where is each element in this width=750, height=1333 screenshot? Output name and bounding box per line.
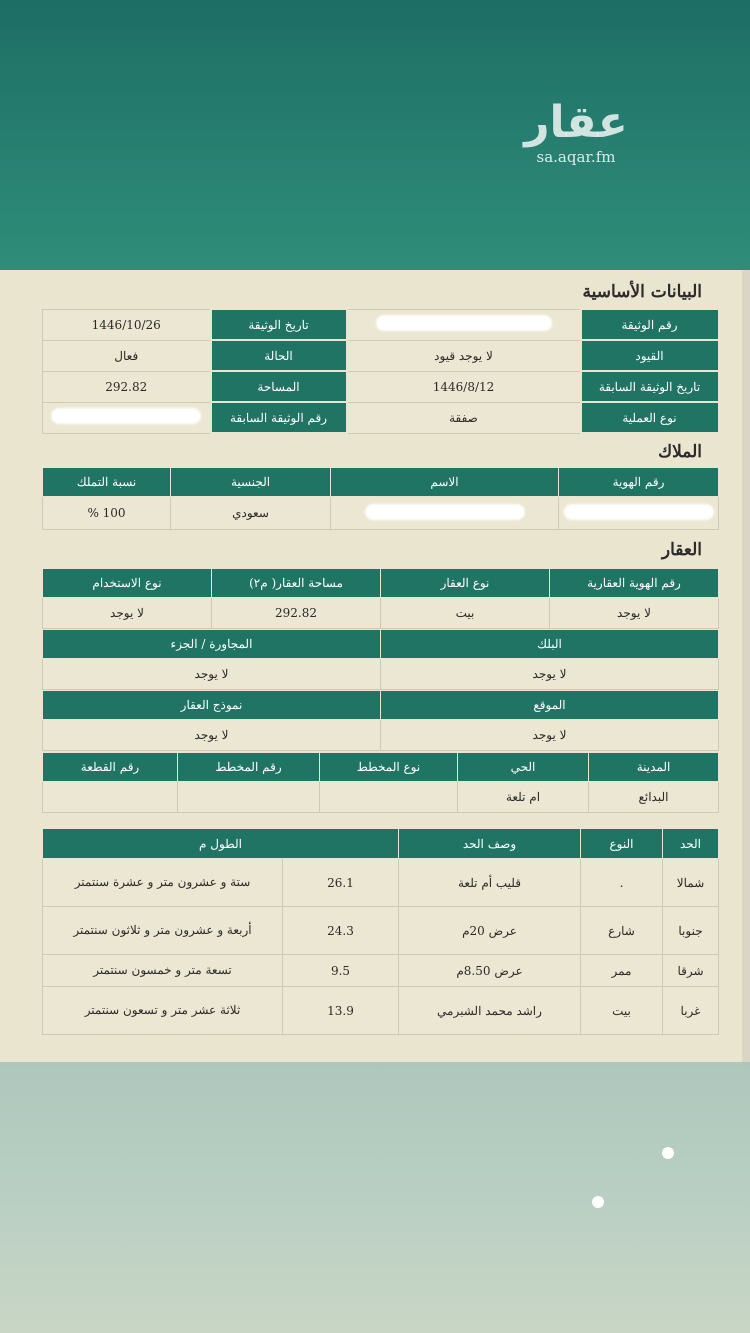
table-row — [43, 782, 719, 813]
table-header-row — [43, 569, 719, 598]
table-row — [43, 309, 719, 340]
value-doc-date: 1446/10/26 — [43, 309, 211, 340]
city-value: البدائع — [589, 782, 719, 813]
header-id: رقم الهوية — [559, 468, 719, 497]
header-nationality: الجنسية — [171, 468, 331, 497]
plan-number-value — [178, 782, 320, 813]
table-header-row — [43, 829, 719, 859]
table-row — [43, 987, 719, 1035]
border-description: عرض 8.50م — [399, 955, 581, 987]
table-row — [43, 907, 719, 955]
redaction-mark — [51, 408, 201, 424]
table-row — [43, 955, 719, 987]
property-type: بيت — [381, 598, 550, 629]
block-value: لا يوجد — [381, 659, 719, 690]
value-prev-doc-date: 1446/8/12 — [347, 371, 581, 402]
property-table-4 — [42, 752, 719, 813]
owner-nationality: سعودي — [171, 497, 331, 530]
borders-table — [42, 828, 719, 1035]
border-description: راشد محمد الشبرمي — [399, 987, 581, 1035]
header-ownership: نسبة التملك — [43, 468, 171, 497]
header-length: الطول م — [43, 829, 399, 859]
header-property-type: نوع العقار — [381, 569, 550, 598]
logo-word: عقار — [524, 97, 628, 148]
value-status: فعال — [43, 340, 211, 371]
border-description: قليب أم تلعة — [399, 859, 581, 907]
header-plan-number: رقم المخطط — [178, 753, 320, 782]
table-header-row — [43, 630, 719, 659]
label-prev-doc-date: تاريخ الوثيقة السابقة — [581, 371, 719, 402]
basic-data-table — [42, 308, 720, 434]
deed-document — [0, 270, 750, 1062]
border-length: 26.1 — [283, 859, 399, 907]
border-length: 24.3 — [283, 907, 399, 955]
header-border: الحد — [663, 829, 719, 859]
owner-name — [331, 497, 559, 530]
header-neighborhood-part: المجاورة / الجزء — [43, 630, 381, 659]
table-row — [43, 859, 719, 907]
header-location: الموقع — [381, 691, 719, 720]
bottom-background — [0, 1062, 750, 1333]
border-direction: شمالا — [663, 859, 719, 907]
logo-domain: sa.aqar.fm — [536, 148, 616, 166]
header-property-id: رقم الهوية العقارية — [550, 569, 719, 598]
border-type: بيت — [581, 987, 663, 1035]
header-plan-type: نوع المخطط — [320, 753, 458, 782]
header-name: الاسم — [331, 468, 559, 497]
table-row — [43, 497, 719, 530]
value-operation-type: صفقة — [347, 402, 581, 433]
value-prev-doc-number — [43, 402, 211, 433]
table-row — [43, 402, 719, 433]
border-direction: غربا — [663, 987, 719, 1035]
neighborhood-part-value: لا يوجد — [43, 659, 381, 690]
border-type: ممر — [581, 955, 663, 987]
district-value: ام تلعة — [458, 782, 589, 813]
plot-number-value — [43, 782, 178, 813]
table-row — [43, 340, 719, 371]
usage-type: لا يوجد — [43, 598, 212, 629]
top-banner — [0, 0, 750, 270]
property-table-2 — [42, 629, 719, 690]
property-area: 292.82 — [212, 598, 381, 629]
label-restrictions: القيود — [581, 340, 719, 371]
header-usage-type: نوع الاستخدام — [43, 569, 212, 598]
table-header-row — [43, 468, 719, 497]
label-area: المساحة — [211, 371, 347, 402]
label-prev-doc-number: رقم الوثيقة السابقة — [211, 402, 347, 433]
owner-share: 100 % — [43, 497, 171, 530]
table-header-row — [43, 691, 719, 720]
header-plot-number: رقم القطعة — [43, 753, 178, 782]
label-status: الحالة — [211, 340, 347, 371]
table-row — [43, 371, 719, 402]
header-property-area: مساحة العقار( م٢) — [212, 569, 381, 598]
owners-table — [42, 467, 719, 530]
owner-id — [559, 497, 719, 530]
header-property-model: نموذج العقار — [43, 691, 381, 720]
label-doc-number: رقم الوثيقة — [581, 309, 719, 340]
plan-type-value — [320, 782, 458, 813]
property-table-3 — [42, 690, 719, 751]
value-area: 292.82 — [43, 371, 211, 402]
value-restrictions: لا يوجد قيود — [347, 340, 581, 371]
header-district: الحي — [458, 753, 589, 782]
border-type: . — [581, 859, 663, 907]
header-border-type: النوع — [581, 829, 663, 859]
border-length-words: ثلاثة عشر متر و تسعون سنتمتر — [43, 987, 283, 1035]
border-length: 9.5 — [283, 955, 399, 987]
value-doc-number — [347, 309, 581, 340]
table-row — [43, 598, 719, 629]
header-block: البلك — [381, 630, 719, 659]
border-length: 13.9 — [283, 987, 399, 1035]
bokeh-dot — [662, 1147, 674, 1159]
label-doc-date: تاريخ الوثيقة — [211, 309, 347, 340]
border-direction: جنوبا — [663, 907, 719, 955]
table-row — [43, 720, 719, 751]
property-title: العقار — [661, 540, 702, 560]
redaction-mark — [376, 315, 552, 331]
owners-title: الملاك — [658, 442, 702, 462]
header-city: المدينة — [589, 753, 719, 782]
table-row — [43, 659, 719, 690]
aqar-logo — [516, 98, 636, 170]
border-type: شارع — [581, 907, 663, 955]
border-direction: شرقا — [663, 955, 719, 987]
redaction-mark — [564, 504, 714, 520]
label-operation-type: نوع العملية — [581, 402, 719, 433]
basic-data-title: البيانات الأساسية — [582, 282, 702, 302]
header-border-description: وصف الحد — [399, 829, 581, 859]
property-model-value: لا يوجد — [43, 720, 381, 751]
property-table-1 — [42, 568, 719, 629]
border-description: عرض 20م — [399, 907, 581, 955]
border-length-words: ستة و عشرون متر و عشرة سنتمتر — [43, 859, 283, 907]
property-id: لا يوجد — [550, 598, 719, 629]
bokeh-dot — [592, 1196, 604, 1208]
location-value: لا يوجد — [381, 720, 719, 751]
redaction-mark — [365, 504, 525, 520]
border-length-words: تسعة متر و خمسون سنتمتر — [43, 955, 283, 987]
table-header-row — [43, 753, 719, 782]
border-length-words: أربعة و عشرون متر و ثلاثون سنتمتر — [43, 907, 283, 955]
